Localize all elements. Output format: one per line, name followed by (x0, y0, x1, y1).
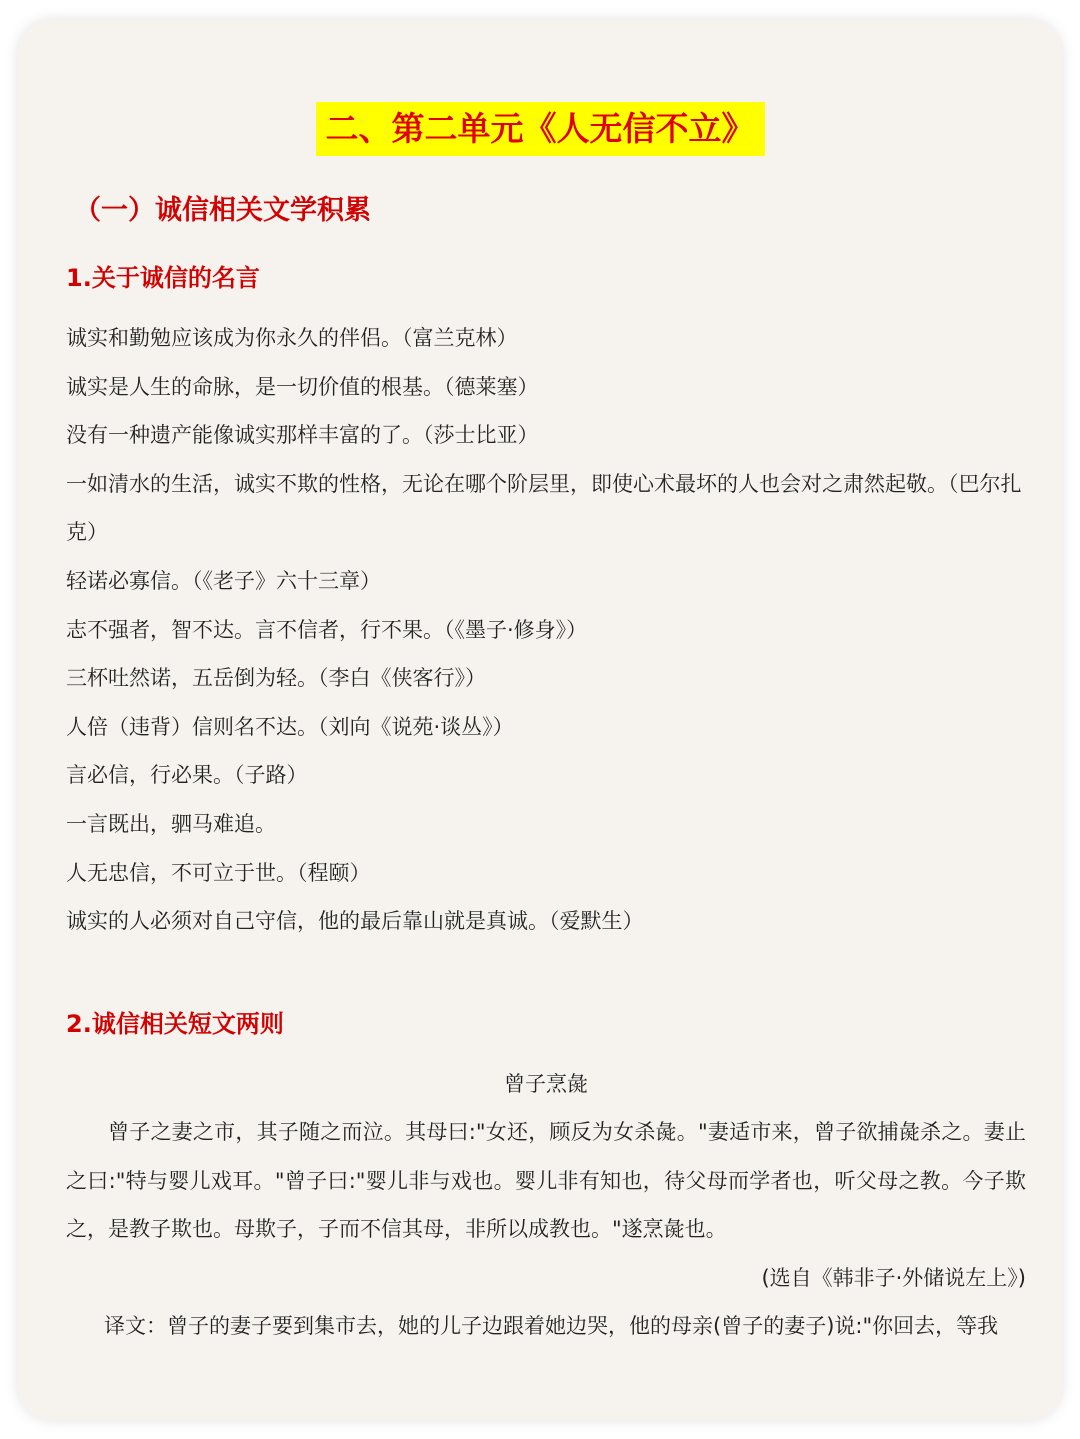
quote-list (66, 314, 1026, 946)
document-page (18, 20, 1062, 1420)
page-title: 二、第二单元《人无信不立》 (316, 102, 765, 156)
quote-item: 诚实是人生的命脉，是一切价值的根基。（德莱塞） (66, 374, 539, 399)
quote-item: 一如清水的生活，诚实不欺的性格，无论在哪个阶层里，即使心术最坏的人也会对之肃然起敬。（巴尔扎克） (66, 471, 1022, 545)
essay-translation: 译文：曾子的妻子要到集市去，她的儿子边跟着她边哭，他的母亲(曾子的妻子)说:"你回去，等我 (104, 1313, 999, 1338)
quote-item: 诚实和勤勉应该成为你永久的伴侣。（富兰克林） (66, 326, 518, 350)
quote-item: 一言既出，驷马难追。 (66, 811, 276, 836)
subsection-heading-essays: 2.诚信相关短文两则 (66, 1010, 284, 1038)
essay-body: 曾子之妻之市，其子随之而泣。其母曰:"女还，顾反为女杀彘。"妻适市来，曾子欲捕彘杀之。妻止之曰:"特与婴儿戏耳。"曾子曰:"婴儿非与戏也。婴儿非有知也，待父母而学者也，听父母之教。今子欺之，是教子欺也。母欺子，子而不信其母，非所以成教也。"遂烹彘也。 (66, 1120, 1026, 1242)
quote-item: 志不强者，智不达。言不信者，行不果。（《墨子·修身》） (66, 617, 588, 642)
title-wrap (18, 102, 1062, 156)
essay (66, 1060, 1026, 1350)
essay-source: (选自《韩非子·外储说左上》) (761, 1265, 1026, 1290)
subsection-heading-quotes: 1.关于诚信的名言 (66, 264, 260, 292)
essay-title: 曾子烹彘 (504, 1072, 588, 1096)
section-heading: （一）诚信相关文学积累 (74, 195, 371, 226)
quote-item: 言必信，行必果。（子路） (66, 763, 308, 788)
quote-item: 人无忠信，不可立于世。（程颐） (66, 860, 371, 885)
quote-item: 诚实的人必须对自己守信，他的最后靠山就是真诚。（爱默生） (66, 909, 644, 934)
quote-item: 人倍（违背）信则名不达。（刘向《说苑·谈丛》） (66, 714, 514, 739)
quote-item: 轻诺必寡信。（《老子》六十三章） (66, 568, 381, 593)
quote-item: 三杯吐然诺，五岳倒为轻。（李白《侠客行》） (66, 666, 486, 691)
quote-item: 没有一种遗产能像诚实那样丰富的了。（莎士比亚） (66, 423, 539, 448)
